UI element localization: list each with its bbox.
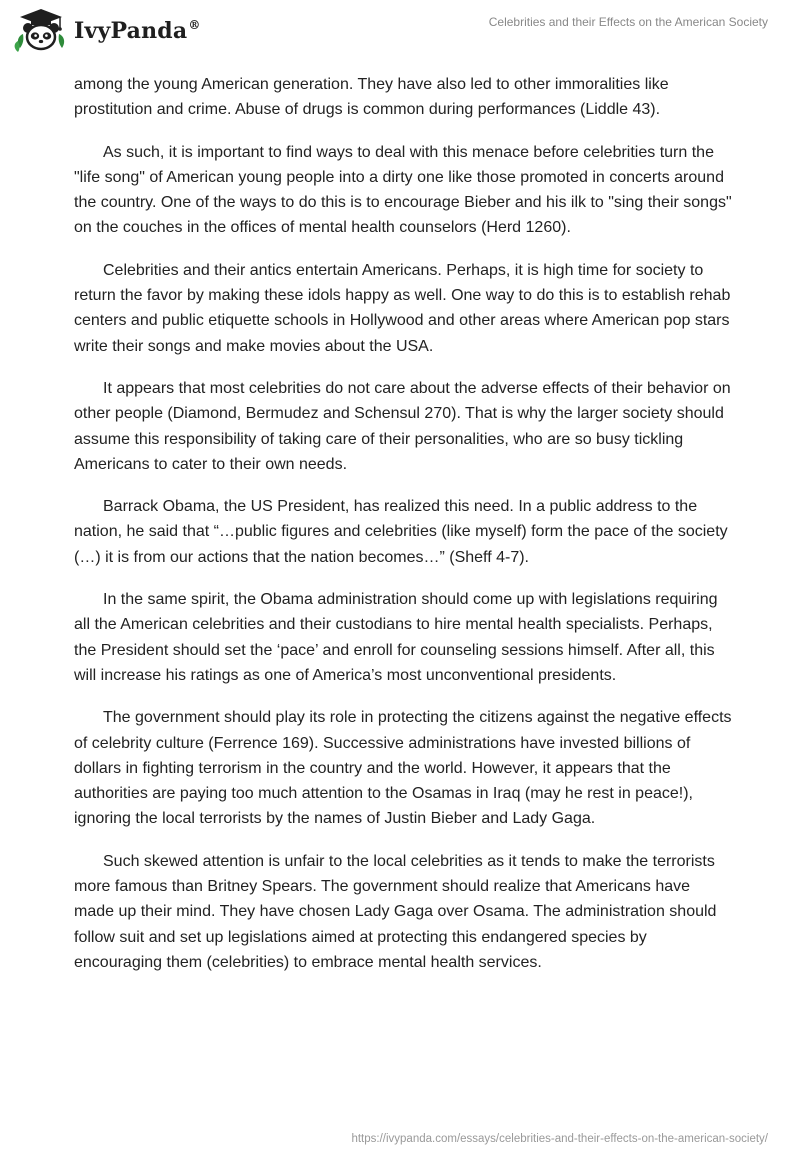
panda-graduate-logo-icon <box>14 6 68 54</box>
paragraph: among the young American generation. They have also led to other immoralities like prostitution and crime. Abuse of drugs is common during performances (Liddle 43). <box>74 76 669 119</box>
paragraph: Celebrities and their antics entertain Americans. Perhaps, it is high time for society to return the favor by making these idols happy as well. One way to do this is to establish rehab centers and public etiquette schools in Hollywood and other areas where American pop stars write their songs and make movies about the USA. <box>74 261 731 355</box>
paragraph: The government should play its role in protecting the citizens against the negative effects of celebrity culture (Ferrence 169). Successive administrations have invested billions of dollars in fighting terrorism in the country and the world. However, it appears that the authorities are paying too much attention to the Osamas in Iraq (may he rest in peace!), ignoring the local terrorists by the names of Justin Bieber and Lady Gaga. <box>74 709 732 828</box>
essay-body <box>74 72 734 992</box>
page-header <box>0 0 800 60</box>
logo-wordmark <box>74 18 201 44</box>
paragraph: Barrack Obama, the US President, has realized this need. In a public address to the nation, he said that “…public figures and celebrities (like myself) form the pace of the society (…) it is from our actions that the nation becomes…” (Sheff 4-7). <box>74 498 728 566</box>
registered-mark: ® <box>188 18 201 32</box>
paragraph: As such, it is important to find ways to deal with this menace before celebrities turn the "life song" of American young people into a dirty one like those promoted in concerts around the country. One of the ways to do this is to encourage Bieber and his ilk to "sing their songs" on the couches in the offices of mental health counselors (Herd 1260). <box>74 143 732 237</box>
paragraph: Such skewed attention is unfair to the local celebrities as it tends to make the terrorists more famous than Britney Spears. The government should realize that Americans have made up their mind. They have chosen Lady Gaga over Osama. The administration should follow suit and set up legislations aimed at protecting this endangered species by encouraging them (celebrities) to embrace mental health services. <box>74 852 717 971</box>
paragraph: In the same spirit, the Obama administration should come up with legislations requiring all the American celebrities and their custodians to hire mental health specialists. Perhaps, the President should set the ‘pace’ and enroll for counseling sessions himself. After all, this will increase his ratings as one of America’s most unconventional presidents. <box>74 591 718 684</box>
logo-text: IvyPanda <box>74 18 188 44</box>
document-title: Celebrities and their Effects on the American Society <box>488 15 768 29</box>
source-url-link[interactable]: https://ivypanda.com/essays/celebrities-and-their-effects-on-the-american-society/ <box>351 1133 768 1145</box>
paragraph: It appears that most celebrities do not care about the adverse effects of their behavior on other people (Diamond, Bermudez and Schensul 270). That is why the larger society should assume this responsibility of taking care of their personalities, who are so busy tickling Americans to cater to their own needs. <box>74 379 731 473</box>
ivypanda-logo[interactable] <box>14 6 201 54</box>
